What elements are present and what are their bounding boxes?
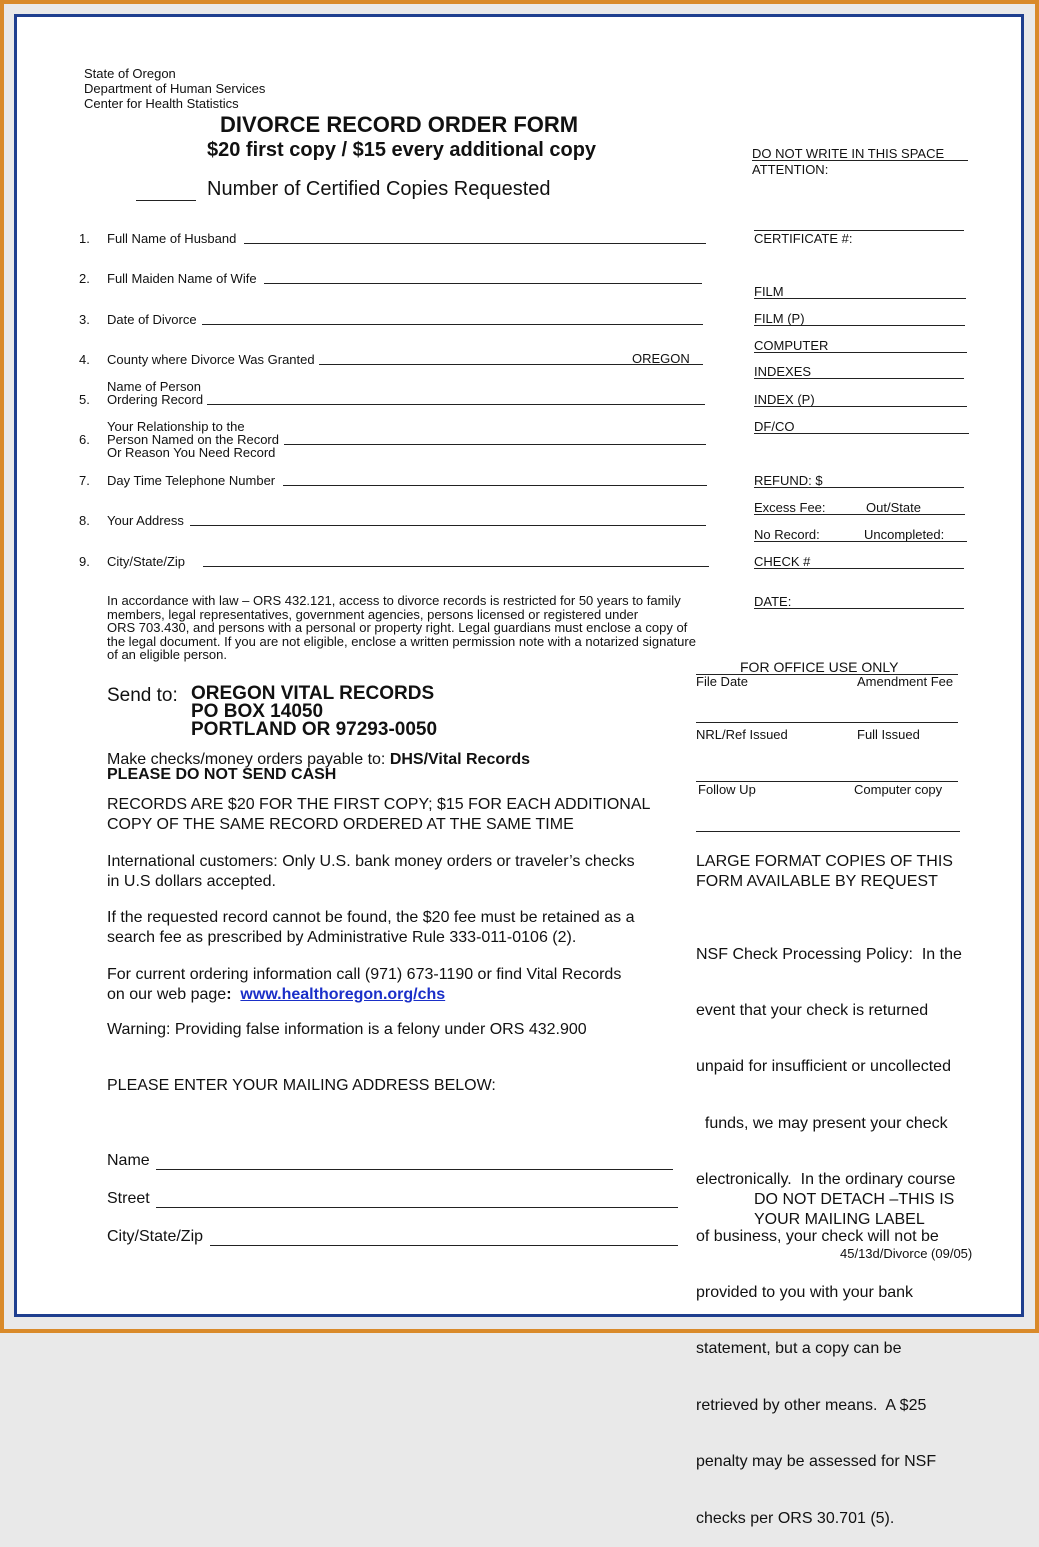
full-issued-label: Full Issued <box>857 727 920 742</box>
field-5-label-line-2: Ordering Record <box>107 392 204 407</box>
field-6-label-line-2: Person Named on the Record <box>107 432 279 447</box>
office-use-line-4 <box>696 831 960 832</box>
form-title: DIVORCE RECORD ORDER FORM <box>220 112 579 137</box>
field-8-number: 8. <box>79 513 90 528</box>
website-link[interactable]: www.healthoregon.org/chs <box>240 985 446 1003</box>
field-4-number: 4. <box>79 352 90 367</box>
form-code: 45/13d/Divorce (09/05) <box>840 1246 973 1261</box>
records-fee-notice: RECORDS ARE $20 FOR THE FIRST COPY; $15 FOR EACH ADDITIONAL COPY OF THE SAME RECORD ORDERED AT THE SAME TIME <box>107 796 651 833</box>
field-2-label: Full Maiden Name of Wife <box>107 271 257 286</box>
law-notice: In accordance with law – ORS 432.121, access to divorce records is restricted for 50 years to family members, legal representatives, government agencies, persons licensed or registered under ORS 703.430, and persons with a personal or property right. Legal guardians must enclose a copy of the legal document. If you are not eligible, enclose a written permission note with a notarized signature of an eligible person. <box>107 593 696 662</box>
mailing-name-label: Name <box>107 1152 150 1169</box>
field-8-label: Your Address <box>107 513 184 528</box>
do-not-write-underline <box>752 160 968 161</box>
do-not-write-label: DO NOT WRITE IN THIS SPACE <box>752 146 945 161</box>
indexes-label: INDEXES <box>754 364 812 379</box>
index-p-line <box>754 406 967 407</box>
indexes-line <box>754 378 964 379</box>
city-state-zip-field[interactable] <box>203 566 709 567</box>
field-9-number: 9. <box>79 554 90 569</box>
mailing-city-field[interactable] <box>210 1245 678 1246</box>
follow-up-label: Follow Up <box>698 782 756 797</box>
film-p-line <box>754 325 965 326</box>
no-record-label: No Record: <box>754 527 820 542</box>
form-subtitle: $20 first copy / $15 every additional copy <box>207 139 597 161</box>
field-3-number: 3. <box>79 312 90 327</box>
false-info-warning: Warning: Providing false information is a felony under ORS 432.900 <box>107 1021 587 1038</box>
check-number-line <box>754 568 964 569</box>
field-3-label: Date of Divorce <box>107 312 197 327</box>
office-use-line-2 <box>696 722 958 723</box>
check-number-label: CHECK # <box>754 554 811 569</box>
field-6-number: 6. <box>79 432 90 447</box>
field-9-label: City/State/Zip <box>107 554 186 569</box>
send-to-label: Send to: <box>107 685 178 706</box>
amendment-fee-label: Amendment Fee <box>857 674 954 689</box>
field-6-label-line-3: Or Reason You Need Record <box>107 445 276 460</box>
nsf-policy: NSF Check Processing Policy: In the event that your check is returned unpaid for insufficient or uncollected funds, we may present your check electronically. In the ordinary course of business, your check will not be provided to you with your bank statement, but a copy can be retrieved by other means. A $25 penalty may be assessed for NSF checks per ORS 30.701 (5). <box>696 945 962 1527</box>
not-found-notice: If the requested record cannot be found, the $20 fee must be retained as a search fee as prescribed by Administrative Rule 333-011-0106 (2). <box>107 909 635 946</box>
agency-line-1: State of Oregon <box>84 66 176 81</box>
address-field[interactable] <box>190 525 706 526</box>
field-5-number: 5. <box>79 392 90 407</box>
relationship-field[interactable] <box>284 444 706 445</box>
out-state-label: Out/State <box>866 500 921 515</box>
field-5-label-line-1: Name of Person <box>107 379 201 394</box>
telephone-field[interactable] <box>283 485 707 486</box>
refund-line <box>754 487 964 488</box>
copies-label: Number of Certified Copies Requested <box>207 178 551 200</box>
index-p-label: INDEX (P) <box>754 392 815 407</box>
dfco-label: DF/CO <box>754 419 795 434</box>
field-7-label: Day Time Telephone Number <box>107 473 276 488</box>
uncompleted-label: Uncompleted: <box>864 527 945 542</box>
husband-name-field[interactable] <box>244 243 706 244</box>
nrl-ref-issued-label: NRL/Ref Issued <box>696 727 788 742</box>
certificate-label: CERTIFICATE #: <box>754 231 853 246</box>
film-p-label: FILM (P) <box>754 311 805 326</box>
file-date-label: File Date <box>696 674 749 689</box>
ordering-info: For current ordering information call (971) 673-1190 or find Vital Records on our web page: www.healthoregon.org/chs <box>107 966 622 1003</box>
refund-label: REFUND: $ <box>754 473 823 488</box>
mailing-prompt: PLEASE ENTER YOUR MAILING ADDRESS BELOW: <box>107 1077 496 1094</box>
no-record-line <box>754 541 967 542</box>
payable-to-line: Make checks/money orders payable to: DHS/Vital Records <box>107 751 531 768</box>
field-7-number: 7. <box>79 473 90 488</box>
international-notice: International customers: Only U.S. bank money orders or traveler’s checks in U.S dollars accepted. <box>107 853 635 890</box>
computer-label: COMPUTER <box>754 338 829 353</box>
film-label: FILM <box>754 284 784 299</box>
do-not-detach-notice: DO NOT DETACH –THIS IS YOUR MAILING LABEL <box>754 1191 955 1228</box>
excess-fee-label: Excess Fee: <box>754 500 826 515</box>
field-6-label-line-1: Your Relationship to the <box>107 419 245 434</box>
computer-line <box>754 352 967 353</box>
office-use-title: FOR OFFICE USE ONLY <box>740 659 899 675</box>
mailing-street-label: Street <box>107 1190 150 1207</box>
orderer-name-field[interactable] <box>207 404 705 405</box>
mailing-city-label: City/State/Zip <box>107 1228 204 1245</box>
agency-line-2: Department of Human Services <box>84 81 266 96</box>
agency-line-3: Center for Health Statistics <box>84 96 239 111</box>
dfco-line <box>754 433 969 434</box>
large-format-notice: LARGE FORMAT COPIES OF THIS FORM AVAILABLE BY REQUEST <box>696 853 953 890</box>
field-2-number: 2. <box>79 271 90 286</box>
copies-count-field[interactable] <box>136 200 196 201</box>
mailing-address-block: OREGON VITAL RECORDS PO BOX 14050 PORTLAND OR 97293-0050 <box>191 683 438 740</box>
divorce-date-field[interactable] <box>202 324 703 325</box>
field-1-number: 1. <box>79 231 90 246</box>
date-line <box>754 608 964 609</box>
computer-copy-label: Computer copy <box>854 782 943 797</box>
date-label: DATE: <box>754 594 792 609</box>
mailing-name-field[interactable] <box>156 1169 673 1170</box>
no-cash-notice: PLEASE DO NOT SEND CASH <box>107 766 337 783</box>
field-4-label: County where Divorce Was Granted <box>107 352 315 367</box>
field-1-label: Full Name of Husband <box>107 231 237 246</box>
mailing-street-field[interactable] <box>156 1207 678 1208</box>
wife-maiden-name-field[interactable] <box>264 283 702 284</box>
attention-label: ATTENTION: <box>752 162 829 177</box>
excess-fee-line <box>754 514 965 515</box>
state-oregon-text: OREGON <box>632 351 690 366</box>
film-line <box>754 298 966 299</box>
